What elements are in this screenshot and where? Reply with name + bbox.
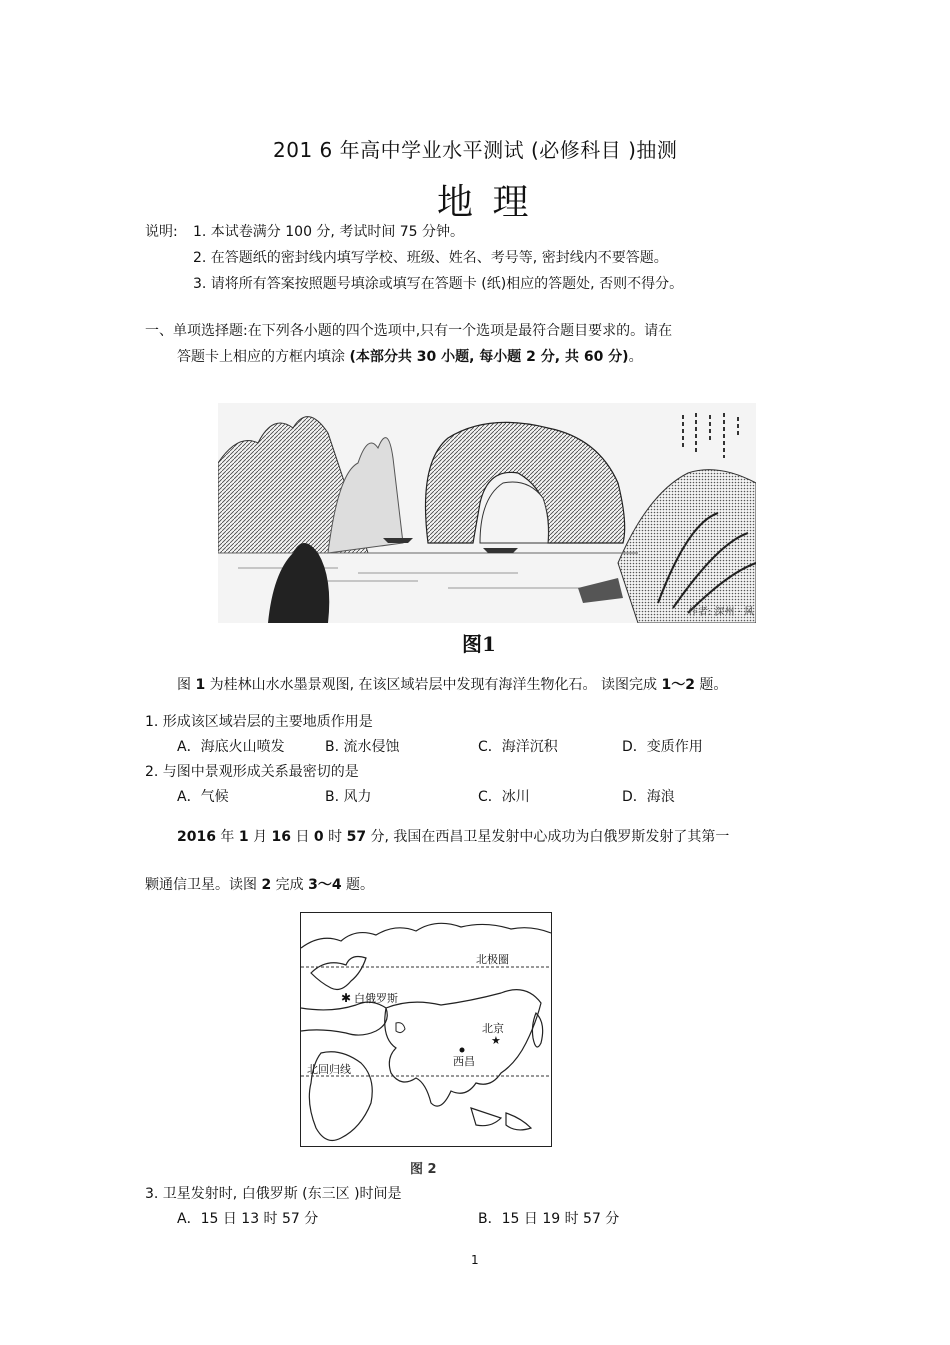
section1-instruction: 答题卡上相应的方框内填涂 (本部分共 30 小题, 每小题 2 分, 共 60 分)。 [177,349,643,365]
question-3-stem: 3. 卫星发射时, 白俄罗斯 (东三区 )时间是 [145,1186,402,1202]
satellite-intro-line1: 2016 年 1 月 16 日 0 时 57 分, 我国在西昌卫星发射中心成功为白俄罗斯发射了其第一 [177,829,730,845]
question-3-option-a: A．15 日 13 时 57 分 [177,1211,319,1227]
subject-title: 地 理 [437,182,533,223]
notes-label: 说明: [145,224,178,240]
beijing-star-icon: ★ [491,1034,501,1047]
page-number: 1 [471,1253,479,1267]
tropic-of-cancer-label: 北回归线 [307,1063,351,1076]
question-1-option-d: D．变质作用 [622,739,703,755]
xichang-dot-icon [460,1048,465,1053]
question-1-option-b: B. 流水侵蚀 [325,739,400,755]
question-1-option-a: A．海底火山喷发 [177,739,285,755]
belarus-label: 白俄罗斯 [354,992,398,1005]
belarus-marker-icon: ✱ [341,991,352,1005]
question-2-stem: 2. 与图中景观形成关系最密切的是 [145,764,359,780]
exam-title: 201 6 年高中学业水平测试 (必修科目 )抽测 [273,138,678,162]
beijing-label: 北京 [482,1022,504,1035]
figure2-caption: 图 2 [410,1162,437,1177]
arctic-circle-label: 北极圈 [476,953,509,966]
xichang-label: 西昌 [453,1055,475,1068]
satellite-intro-line2: 颗通信卫星。读图 2 完成 3～4 题。 [145,877,375,893]
question-3-option-b: B．15 日 19 时 57 分 [478,1211,620,1227]
question-2-option-a: A．气候 [177,789,229,805]
note-item-3: 3. 请将所有答案按照题号填涂或填写在答题卡 (纸)相应的答题处, 否则不得分。 [193,276,684,292]
question-2-option-d: D．海浪 [622,789,675,805]
note-item-1: 1. 本试卷满分 100 分, 考试时间 75 分钟。 [193,224,465,240]
question-2-option-c: C．冰川 [478,789,530,805]
figure1-caption: 图1 [462,632,496,656]
question-1-stem: 1. 形成该区域岩层的主要地质作用是 [145,714,373,730]
guilin-ink-painting [218,403,756,623]
note-item-2: 2. 在答题纸的密封线内填写学校、班级、姓名、考号等, 密封线内不要答题。 [193,250,668,266]
eurasia-map [300,912,552,1147]
painting-watermark: 作者: 深州 · 风 [688,607,755,618]
question-1-option-c: C．海洋沉积 [478,739,558,755]
question-2-option-b: B. 风力 [325,789,372,805]
figure1-intro: 图 1 为桂林山水水墨景观图, 在该区域岩层中发现有海洋生物化石。 读图完成 1～2 题。 [177,677,728,693]
section1-heading: 一、单项选择题:在下列各小题的四个选项中,只有一个选项是最符合题目要求的。请在 [145,323,673,339]
